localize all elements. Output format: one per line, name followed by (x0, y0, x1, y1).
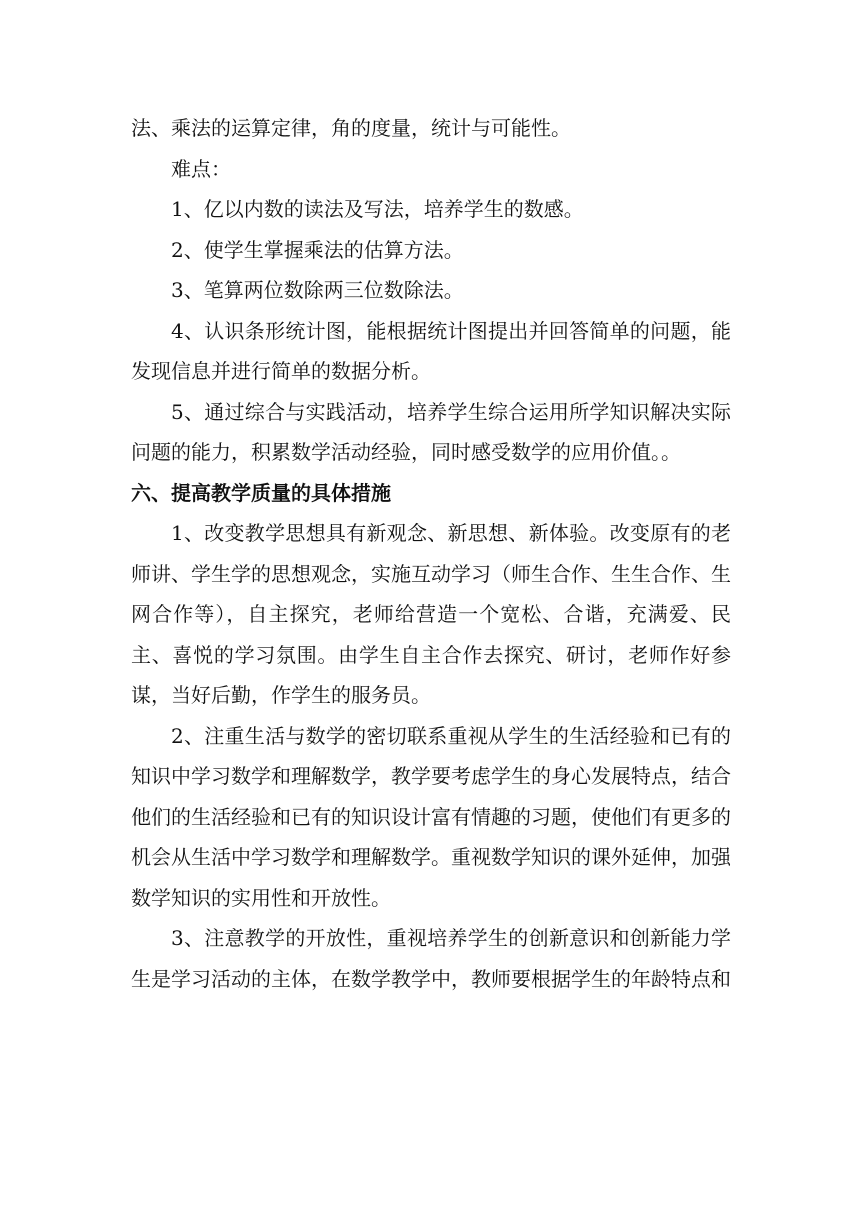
paragraph-difficulty-5: 5、通过综合与实践活动，培养学生综合运用所学知识解决实际问题的能力，积累数学活动经验，同时感受数学的应用价值。。 (131, 399, 731, 464)
paragraph-difficulty-4: 4、认识条形统计图，能根据统计图提出并回答简单的问题，能发现信息并进行简单的数据分析。 (131, 318, 731, 383)
paragraph-difficulty-1: 1、亿以内数的读法及写法，培养学生的数感。 (171, 197, 584, 221)
paragraph-difficulty-3: 3、笔算两位数除两三位数除法。 (171, 278, 464, 302)
document-body (131, 108, 731, 999)
paragraph-measure-1: 1、改变教学思想具有新观念、新思想、新体验。改变原有的老师讲、学生学的思想观念，实施互动学习（师生合作、生生合作、生网合作等），自主探究，老师给营造一个宽松、合谐，充满爱、民主、喜悦的学习氛围。由学生自主合作去探究、研讨，老师作好参谋，当好后勤，作学生的服务员。 (131, 521, 731, 707)
paragraph-measure-3: 3、注意教学的开放性，重视培养学生的创新意识和创新能力学生是学习活动的主体，在数学教学中，教师要根据学生的年龄特点和 (131, 926, 731, 991)
paragraph-difficulty-2: 2、使学生掌握乘法的估算方法。 (171, 237, 464, 262)
paragraph-measure-2: 2、注重生活与数学的密切联系重视从学生的生活经验和已有的知识中学习数学和理解数学，教学要考虑学生的身心发展特点，结合他们的生活经验和已有的知识设计富有情趣的习题，使他们有更多的机会从生活中学习数学和理解数学。重视数学知识的课外延伸，加强数学知识的实用性和开放性。 (131, 723, 731, 910)
paragraph-continuation: 法、乘法的运算定律，角的度量，统计与可能性。 (131, 116, 571, 140)
section-heading-measures: 六、提高教学质量的具体措施 (131, 480, 391, 505)
paragraph-difficulties-label: 难点： (171, 156, 231, 181)
